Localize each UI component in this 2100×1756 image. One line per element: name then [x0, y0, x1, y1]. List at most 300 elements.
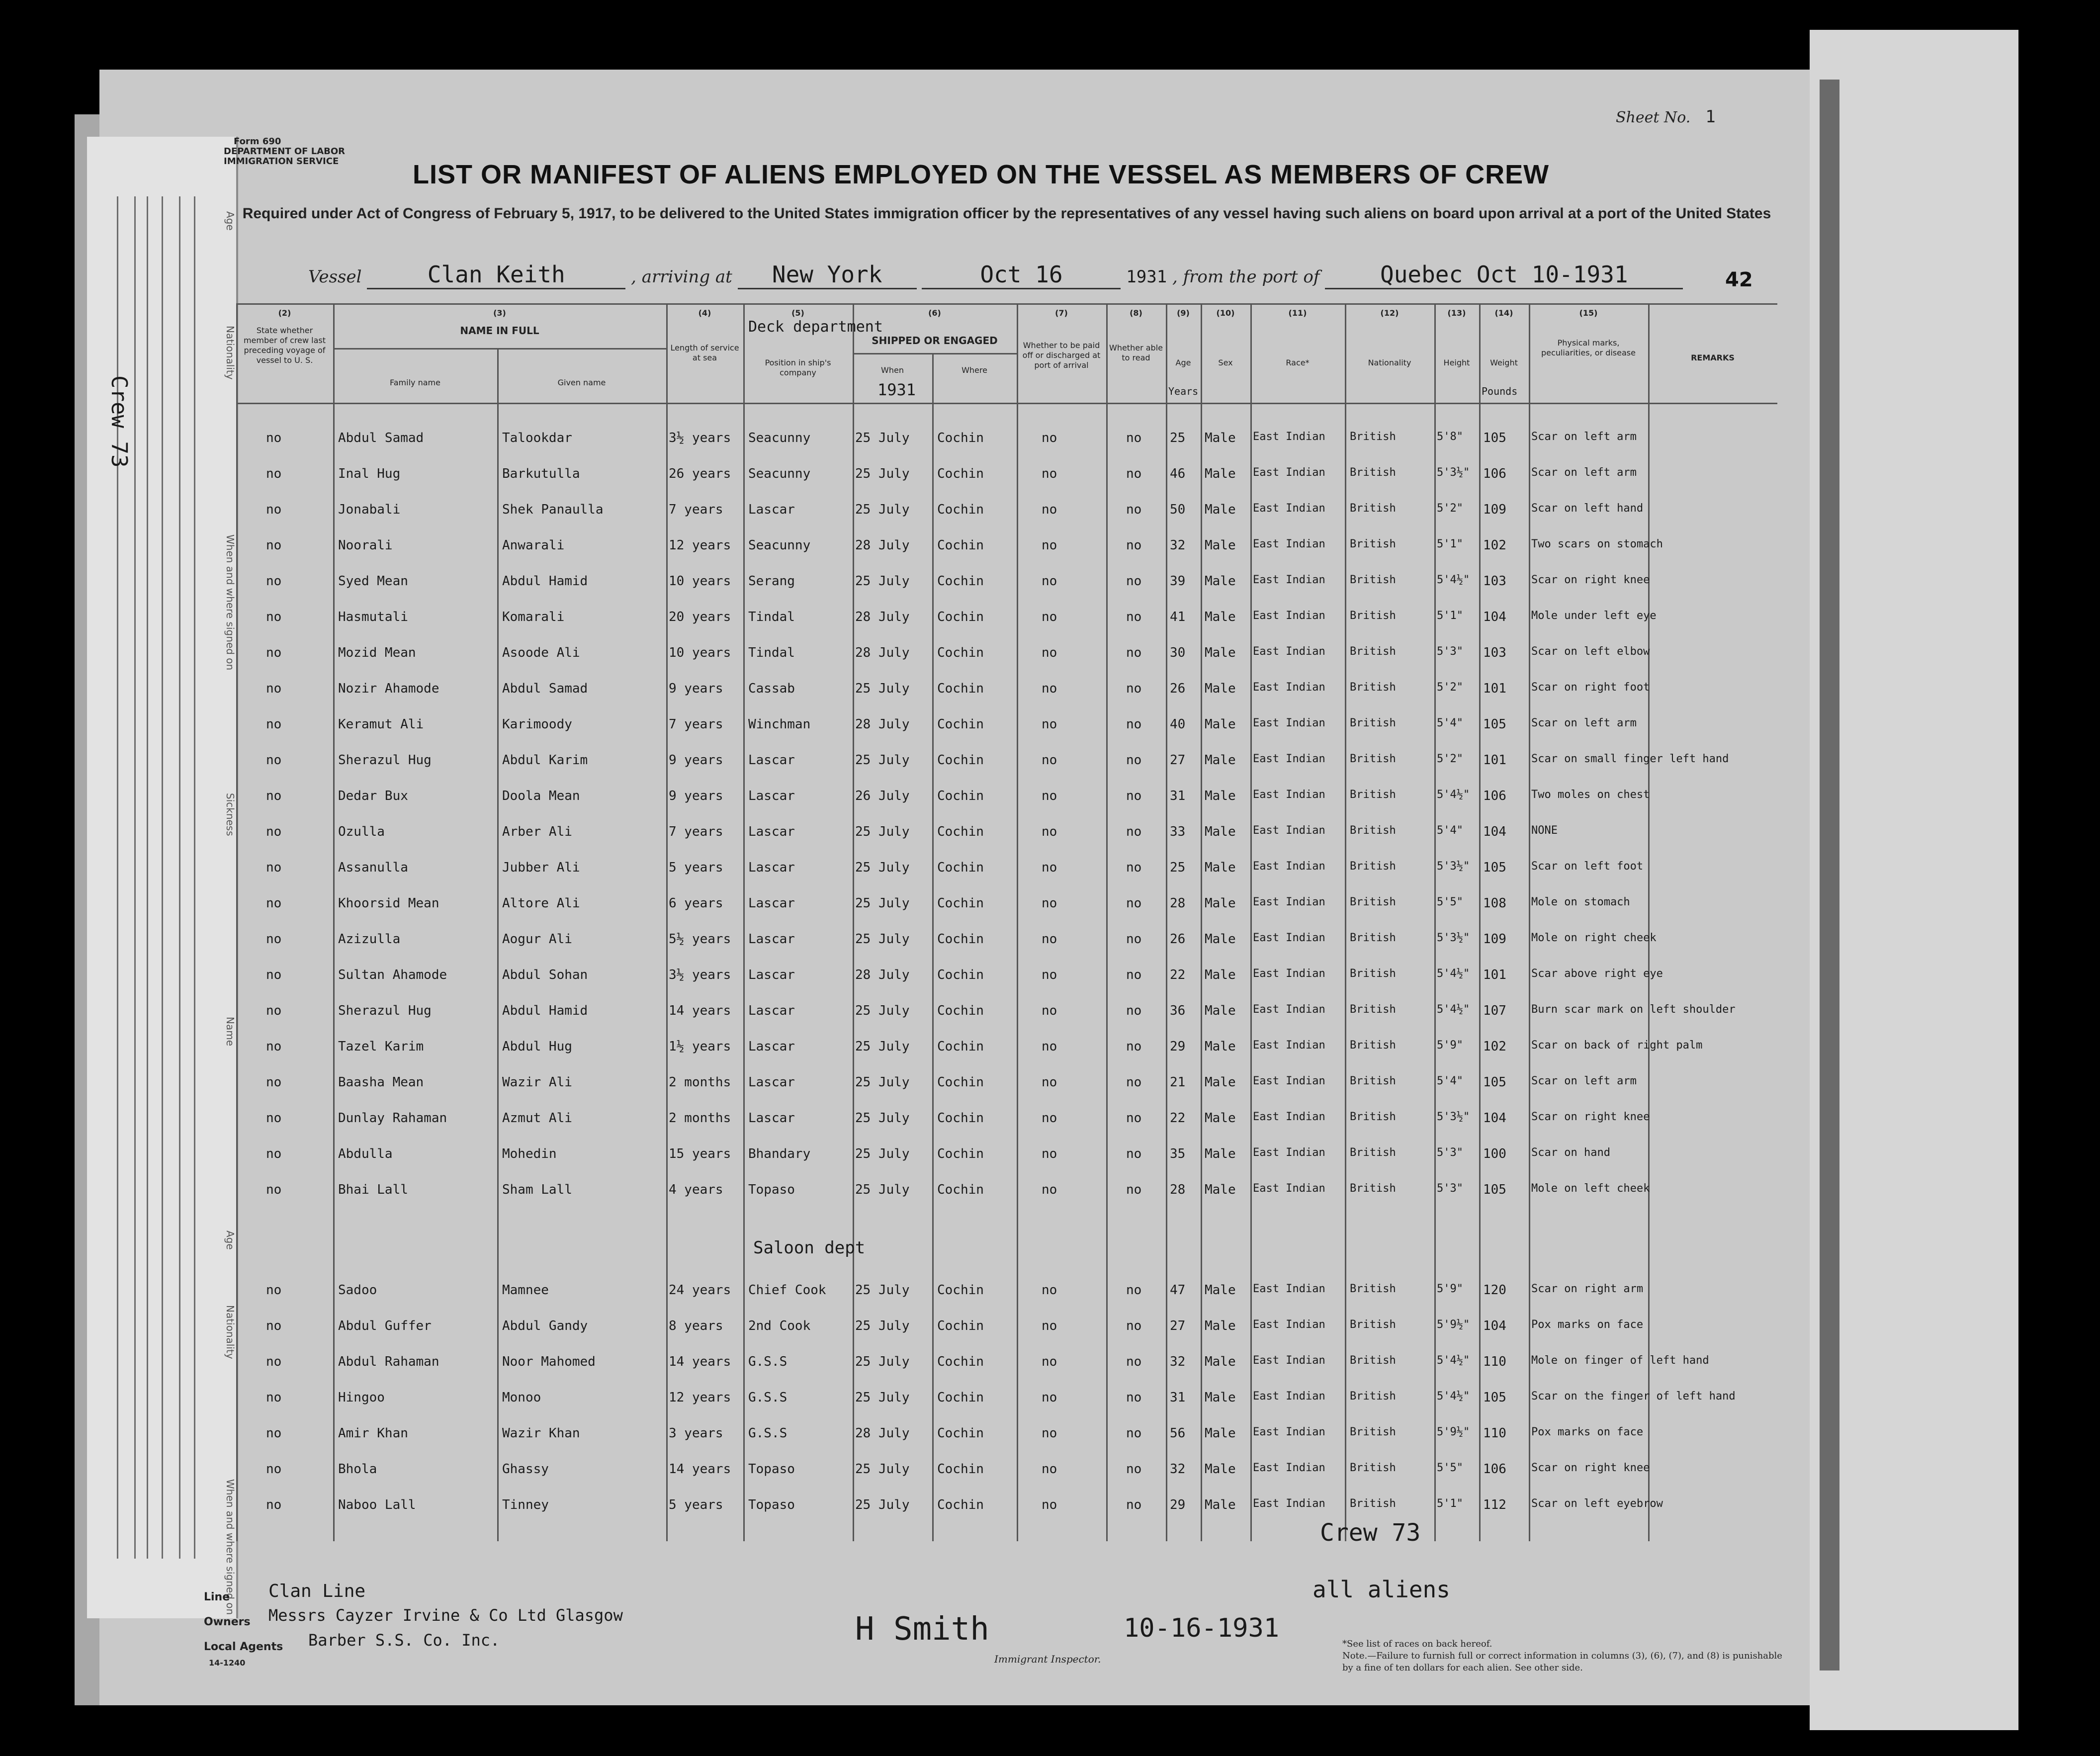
shipped-when-cell: 28 July — [855, 967, 910, 982]
weight-cell: 105 — [1483, 860, 1506, 875]
paid-off-cell: no — [1042, 1111, 1057, 1126]
height-cell: 5'2" — [1437, 681, 1463, 694]
shipped-where-cell: Cochin — [937, 1318, 984, 1333]
position-cell: G.S.S — [748, 1426, 788, 1441]
able-to-read-cell: no — [1126, 824, 1142, 839]
form-service: IMMIGRATION SERVICE — [224, 156, 339, 167]
race-cell: East Indian — [1253, 967, 1325, 980]
table-row — [236, 714, 1777, 749]
race-cell: East Indian — [1253, 466, 1325, 479]
table-row — [236, 1351, 1777, 1386]
length-of-service-cell: 8 years — [669, 1318, 723, 1333]
position-cell: Cassab — [748, 681, 795, 696]
strip-label: When and where signed on — [224, 534, 236, 671]
position-cell: Lascar — [748, 932, 795, 947]
height-cell: 5'4" — [1437, 717, 1463, 729]
table-row — [236, 1143, 1777, 1178]
length-of-service-cell: 6 years — [669, 896, 723, 911]
previous-voyage-cell: no — [266, 574, 282, 589]
sex-cell: Male — [1205, 1497, 1236, 1512]
sheet-number-field — [1616, 107, 1716, 127]
sex-cell: Male — [1205, 610, 1236, 624]
paid-off-cell: no — [1042, 967, 1057, 982]
shipped-where-cell: Cochin — [937, 896, 984, 911]
age-cell: 28 — [1170, 896, 1186, 911]
family-name-cell: Syed Mean — [338, 574, 408, 589]
race-cell: East Indian — [1253, 932, 1325, 944]
physical-marks-cell: Mole under left eye — [1531, 610, 1657, 622]
weight-cell: 104 — [1483, 824, 1506, 839]
age-cell: 27 — [1170, 1318, 1186, 1333]
strip-rule — [162, 196, 163, 1559]
col-10-number: (10) — [1216, 308, 1235, 318]
position-cell: 2nd Cook — [748, 1318, 811, 1333]
shipped-when-cell: 25 July — [855, 1354, 910, 1369]
shipped-when-cell: 26 July — [855, 789, 910, 803]
age-cell: 47 — [1170, 1283, 1186, 1298]
given-name-cell: Shek Panaulla — [502, 502, 604, 517]
previous-voyage-cell: no — [266, 860, 282, 875]
folded-side-strip — [87, 137, 238, 1618]
col-12-number: (12) — [1380, 308, 1399, 318]
family-name-cell: Abdulla — [338, 1146, 393, 1161]
family-name-cell: Abdul Guffer — [338, 1318, 432, 1333]
paid-off-cell: no — [1042, 1497, 1057, 1512]
strip-label: Age — [224, 1230, 236, 1250]
weight-cell: 110 — [1483, 1354, 1506, 1369]
height-cell: 5'5" — [1437, 896, 1463, 908]
col-4-number: (4) — [698, 308, 711, 318]
height-cell: 5'3½" — [1437, 932, 1470, 944]
nationality-cell: British — [1350, 1497, 1396, 1510]
sex-cell: Male — [1205, 932, 1236, 947]
paid-off-cell: no — [1042, 574, 1057, 589]
strip-label: Age — [224, 211, 236, 231]
shipped-when-cell: 25 July — [855, 1497, 910, 1512]
shipped-where-cell: Cochin — [937, 502, 984, 517]
nationality-cell: British — [1350, 824, 1396, 837]
table-row — [236, 499, 1777, 534]
height-cell: 5'1" — [1437, 1497, 1463, 1510]
family-name-cell: Noorali — [338, 538, 393, 553]
col-12-header: Nationality — [1368, 358, 1411, 367]
previous-voyage-cell: no — [266, 466, 282, 481]
table-row — [236, 965, 1777, 999]
position-cell: Lascar — [748, 1075, 795, 1090]
previous-voyage-cell: no — [266, 1462, 282, 1477]
col-14-header: Weight — [1490, 358, 1518, 367]
shipped-where-cell: Cochin — [937, 1462, 984, 1477]
physical-marks-cell: Scar on right knee — [1531, 574, 1650, 586]
family-name-cell: Bhai Lall — [338, 1182, 408, 1197]
table-row — [236, 1316, 1777, 1350]
age-unit: Years — [1168, 385, 1199, 397]
age-cell: 26 — [1170, 932, 1186, 947]
paid-off-cell: no — [1042, 1354, 1057, 1369]
given-name-cell: Karimoody — [502, 717, 572, 732]
nationality-cell: British — [1350, 1354, 1396, 1367]
race-cell: East Indian — [1253, 1146, 1325, 1159]
height-cell: 5'8" — [1437, 431, 1463, 443]
shipped-when-cell: 25 July — [855, 1075, 910, 1090]
nationality-cell: British — [1350, 1111, 1396, 1123]
height-cell: 5'3" — [1437, 1146, 1463, 1159]
position-cell: Lascar — [748, 502, 795, 517]
position-cell: Serang — [748, 574, 795, 589]
race-cell: East Indian — [1253, 789, 1325, 801]
table-row — [236, 428, 1777, 462]
weight-cell: 102 — [1483, 1039, 1506, 1054]
position-cell: Lascar — [748, 896, 795, 911]
physical-marks-cell: Scar on left foot — [1531, 860, 1644, 873]
length-of-service-cell: 2 months — [669, 1111, 731, 1126]
physical-marks-cell: Scar above right eye — [1531, 967, 1663, 980]
sex-cell: Male — [1205, 860, 1236, 875]
paid-off-cell: no — [1042, 1318, 1057, 1333]
col-4-header: Length of service at sea — [670, 343, 739, 362]
physical-marks-cell: Scar on left arm — [1531, 1075, 1637, 1087]
weight-cell: 107 — [1483, 1003, 1506, 1018]
strip-label: Name — [224, 1017, 236, 1047]
page-title: LIST OR MANIFEST OF ALIENS EMPLOYED ON THE VESSEL AS MEMBERS OF CREW — [413, 160, 1550, 189]
previous-voyage-cell: no — [266, 753, 282, 768]
table-row — [236, 857, 1777, 892]
shipped-when-cell: 25 July — [855, 824, 910, 839]
paid-off-cell: no — [1042, 824, 1057, 839]
strip-label: Nationality — [224, 1305, 236, 1359]
vessel-name: Clan Keith — [367, 261, 625, 289]
sex-cell: Male — [1205, 1039, 1236, 1054]
position-cell: G.S.S — [748, 1390, 788, 1405]
age-cell: 32 — [1170, 1462, 1186, 1477]
shipped-when-cell: 25 July — [855, 1111, 910, 1126]
previous-voyage-cell: no — [266, 431, 282, 445]
shipped-where-cell: Cochin — [937, 932, 984, 947]
col-7-number: (7) — [1055, 308, 1068, 318]
sheet-number: 1 — [1705, 107, 1716, 127]
able-to-read-cell: no — [1126, 681, 1142, 696]
race-cell: East Indian — [1253, 574, 1325, 586]
shipped-when-cell: 28 July — [855, 538, 910, 553]
previous-voyage-cell: no — [266, 681, 282, 696]
able-to-read-cell: no — [1126, 1497, 1142, 1512]
family-name-cell: Hingoo — [338, 1390, 385, 1405]
position-cell: Lascar — [748, 1003, 795, 1018]
height-cell: 5'9½" — [1437, 1318, 1470, 1331]
length-of-service-cell: 9 years — [669, 753, 723, 768]
paid-off-cell: no — [1042, 681, 1057, 696]
previous-voyage-cell: no — [266, 1318, 282, 1333]
weight-cell: 101 — [1483, 681, 1506, 696]
physical-marks-cell: Scar on the finger of left hand — [1531, 1390, 1736, 1403]
weight-unit: Pounds — [1482, 385, 1518, 397]
shipped-when-cell: 25 July — [855, 466, 910, 481]
paid-off-cell: no — [1042, 1146, 1057, 1161]
col-9-number: (9) — [1177, 308, 1190, 318]
able-to-read-cell: no — [1126, 789, 1142, 803]
physical-marks-cell: Two moles on chest — [1531, 789, 1650, 801]
age-cell: 29 — [1170, 1497, 1186, 1512]
sex-cell: Male — [1205, 466, 1236, 481]
physical-marks-cell: Mole on finger of left hand — [1531, 1354, 1709, 1367]
nationality-cell: British — [1350, 896, 1396, 908]
nationality-cell: British — [1350, 502, 1396, 515]
paid-off-cell: no — [1042, 466, 1057, 481]
previous-voyage-cell: no — [266, 645, 282, 660]
table-row — [236, 607, 1777, 641]
given-name-cell: Monoo — [502, 1390, 541, 1405]
family-name-cell: Sherazul Hug — [338, 753, 432, 768]
family-name-cell: Jonabali — [338, 502, 401, 517]
able-to-read-cell: no — [1126, 1111, 1142, 1126]
age-cell: 27 — [1170, 753, 1186, 768]
shipped-where-cell: Cochin — [937, 824, 984, 839]
shipped-when-cell: 25 July — [855, 860, 910, 875]
shipped-where-cell: Cochin — [937, 1075, 984, 1090]
age-cell: 46 — [1170, 466, 1186, 481]
position-cell: Tindal — [748, 645, 795, 660]
shipped-where-cell: Cochin — [937, 717, 984, 732]
weight-cell: 105 — [1483, 431, 1506, 445]
table-row — [236, 1108, 1777, 1142]
nationality-cell: British — [1350, 681, 1396, 694]
weight-cell: 105 — [1483, 1075, 1506, 1090]
table-row — [236, 786, 1777, 820]
sex-cell: Male — [1205, 967, 1236, 982]
weight-cell: 101 — [1483, 967, 1506, 982]
nationality-cell: British — [1350, 574, 1396, 586]
table-row — [236, 463, 1777, 498]
able-to-read-cell: no — [1126, 1462, 1142, 1477]
shipped-when-cell: 25 July — [855, 681, 910, 696]
family-name-cell: Baasha Mean — [338, 1075, 424, 1090]
shipped-when-cell: 28 July — [855, 610, 910, 624]
weight-cell: 104 — [1483, 1111, 1506, 1126]
sheet-label: Sheet No. — [1616, 109, 1691, 126]
height-cell: 5'1" — [1437, 538, 1463, 550]
form-number: Form 690 — [234, 136, 281, 147]
length-of-service-cell: 5 years — [669, 1497, 723, 1512]
col-6-header: SHIPPED OR ENGAGED — [872, 335, 998, 347]
family-name-cell: Sadoo — [338, 1283, 377, 1298]
table-row — [236, 1036, 1777, 1071]
nationality-cell: British — [1350, 967, 1396, 980]
sex-cell: Male — [1205, 681, 1236, 696]
given-name-cell: Abdul Gandy — [502, 1318, 588, 1333]
shipped-where-cell: Cochin — [937, 860, 984, 875]
physical-marks-cell: Scar on hand — [1531, 1146, 1610, 1159]
strip-rule — [194, 196, 195, 1559]
col-5-header: Position in ship's company — [765, 358, 831, 377]
given-name-cell: Abdul Hamid — [502, 1003, 588, 1018]
position-cell: Lascar — [748, 967, 795, 982]
family-name-cell: Bhola — [338, 1462, 377, 1477]
family-name-header: Family name — [390, 378, 440, 387]
col-3-header: NAME IN FULL — [460, 325, 539, 337]
able-to-read-cell: no — [1126, 753, 1142, 768]
sex-cell: Male — [1205, 645, 1236, 660]
given-name-cell: Altore Ali — [502, 896, 580, 911]
position-cell: Lascar — [748, 1111, 795, 1126]
weight-cell: 100 — [1483, 1146, 1506, 1161]
family-name-cell: Keramut Ali — [338, 717, 424, 732]
able-to-read-cell: no — [1126, 574, 1142, 589]
col-2-number: (2) — [278, 308, 291, 318]
shipped-where-cell: Cochin — [937, 1390, 984, 1405]
strip-rule — [147, 196, 148, 1559]
nationality-cell: British — [1350, 1390, 1396, 1403]
position-cell: Seacunny — [748, 538, 811, 553]
given-name-cell: Ghassy — [502, 1462, 549, 1477]
deck-department-note: Deck department — [748, 318, 883, 336]
length-of-service-cell: 26 years — [669, 466, 731, 481]
shipped-when-cell: 25 July — [855, 1003, 910, 1018]
arrival-year: 1931 — [1126, 267, 1167, 287]
table-row — [236, 1280, 1777, 1315]
physical-marks-cell: Scar on left arm — [1531, 717, 1637, 729]
binder-edge — [1810, 30, 2018, 1730]
paid-off-cell: no — [1042, 502, 1057, 517]
previous-voyage-cell: no — [266, 1497, 282, 1512]
length-of-service-cell: 10 years — [669, 574, 731, 589]
shipped-where-cell: Cochin — [937, 610, 984, 624]
position-cell: Lascar — [748, 789, 795, 803]
length-of-service-cell: 3½ years — [669, 967, 731, 982]
weight-cell: 104 — [1483, 1318, 1506, 1333]
height-cell: 5'9½" — [1437, 1426, 1470, 1438]
shipped-where-cell: Cochin — [937, 574, 984, 589]
col-11-number: (11) — [1288, 308, 1307, 318]
previous-voyage-cell: no — [266, 1182, 282, 1197]
table-row — [236, 750, 1777, 785]
given-name-cell: Barkutulla — [502, 466, 580, 481]
col-14-number: (14) — [1494, 308, 1513, 318]
length-of-service-cell: 15 years — [669, 1146, 731, 1161]
paid-off-cell: no — [1042, 431, 1057, 445]
shipped-when-cell: 25 July — [855, 431, 910, 445]
position-cell: G.S.S — [748, 1354, 788, 1369]
family-name-cell: Abdul Rahaman — [338, 1354, 439, 1369]
able-to-read-cell: no — [1126, 1075, 1142, 1090]
able-to-read-cell: no — [1126, 932, 1142, 947]
shipped-when-cell: 25 July — [855, 1182, 910, 1197]
sex-cell: Male — [1205, 1182, 1236, 1197]
owners-label: Owners — [204, 1616, 251, 1628]
given-name-cell: Abdul Hug — [502, 1039, 572, 1054]
previous-voyage-cell: no — [266, 1075, 282, 1090]
weight-cell: 105 — [1483, 1182, 1506, 1197]
nationality-cell: British — [1350, 1075, 1396, 1087]
previous-voyage-cell: no — [266, 967, 282, 982]
age-cell: 28 — [1170, 1182, 1186, 1197]
given-name-cell: Abdul Karim — [502, 753, 588, 768]
position-cell: Tindal — [748, 610, 795, 624]
vessel-line — [308, 261, 1683, 289]
previous-voyage-cell: no — [266, 502, 282, 517]
physical-marks-cell: Two scars on stomach — [1531, 538, 1663, 550]
sex-cell: Male — [1205, 502, 1236, 517]
age-cell: 29 — [1170, 1039, 1186, 1054]
weight-cell: 108 — [1483, 896, 1506, 911]
where-header: Where — [962, 365, 987, 375]
previous-voyage-cell: no — [266, 1390, 282, 1405]
shipped-when-cell: 28 July — [855, 1426, 910, 1441]
able-to-read-cell: no — [1126, 502, 1142, 517]
shipped-where-cell: Cochin — [937, 1283, 984, 1298]
weight-cell: 101 — [1483, 753, 1506, 768]
race-cell: East Indian — [1253, 824, 1325, 837]
strip-rule — [134, 196, 136, 1559]
able-to-read-cell: no — [1126, 538, 1142, 553]
when-header: When — [881, 365, 904, 375]
physical-marks-cell: Scar on left arm — [1531, 466, 1637, 479]
local-agents-label: Local Agents — [204, 1641, 283, 1653]
previous-voyage-cell: no — [266, 717, 282, 732]
paid-off-cell: no — [1042, 896, 1057, 911]
form-department: DEPARTMENT OF LABOR — [224, 146, 346, 157]
paid-off-cell: no — [1042, 1003, 1057, 1018]
height-cell: 5'3" — [1437, 1182, 1463, 1195]
nationality-cell: British — [1350, 466, 1396, 479]
previous-voyage-cell: no — [266, 1111, 282, 1126]
paid-off-cell: no — [1042, 1426, 1057, 1441]
height-cell: 5'1" — [1437, 610, 1463, 622]
previous-voyage-cell: no — [266, 1146, 282, 1161]
able-to-read-cell: no — [1126, 717, 1142, 732]
binder-spine — [1820, 80, 1839, 1670]
sex-cell: Male — [1205, 717, 1236, 732]
table-row — [236, 1459, 1777, 1493]
nationality-cell: British — [1350, 1318, 1396, 1331]
position-cell: Topaso — [748, 1182, 795, 1197]
sex-cell: Male — [1205, 1390, 1236, 1405]
departure-port: Quebec Oct 10-1931 — [1325, 261, 1683, 289]
all-aliens-note: all aliens — [1312, 1576, 1450, 1603]
family-name-cell: Ozulla — [338, 824, 385, 839]
shipped-where-cell: Cochin — [937, 1039, 984, 1054]
nationality-cell: British — [1350, 753, 1396, 765]
table-row — [236, 1387, 1777, 1422]
physical-marks-cell: Scar on right arm — [1531, 1283, 1644, 1295]
footnote — [1342, 1638, 1790, 1674]
previous-voyage-cell: no — [266, 1283, 282, 1298]
given-name-cell: Tinney — [502, 1497, 549, 1512]
shipped-when-cell: 25 July — [855, 1318, 910, 1333]
physical-marks-cell: Mole on right cheek — [1531, 932, 1657, 944]
race-cell: East Indian — [1253, 1354, 1325, 1367]
family-name-cell: Naboo Lall — [338, 1497, 416, 1512]
race-cell: East Indian — [1253, 645, 1325, 658]
col-6-number: (6) — [928, 308, 941, 318]
age-cell: 39 — [1170, 574, 1186, 589]
given-name-cell: Abdul Hamid — [502, 574, 588, 589]
shipped-where-cell: Cochin — [937, 1003, 984, 1018]
family-name-cell: Sherazul Hug — [338, 1003, 432, 1018]
table-rule — [236, 303, 1777, 305]
height-cell: 5'3½" — [1437, 466, 1470, 479]
paid-off-cell: no — [1042, 753, 1057, 768]
family-name-cell: Amir Khan — [338, 1426, 408, 1441]
able-to-read-cell: no — [1126, 860, 1142, 875]
physical-marks-cell: Scar on small finger left hand — [1531, 753, 1729, 765]
race-cell: East Indian — [1253, 1426, 1325, 1438]
sex-cell: Male — [1205, 574, 1236, 589]
race-cell: East Indian — [1253, 860, 1325, 873]
sex-cell: Male — [1205, 1426, 1236, 1441]
given-name-cell: Jubber Ali — [502, 860, 580, 875]
page-number: 42 — [1725, 268, 1753, 291]
family-name-cell: Azizulla — [338, 932, 401, 947]
